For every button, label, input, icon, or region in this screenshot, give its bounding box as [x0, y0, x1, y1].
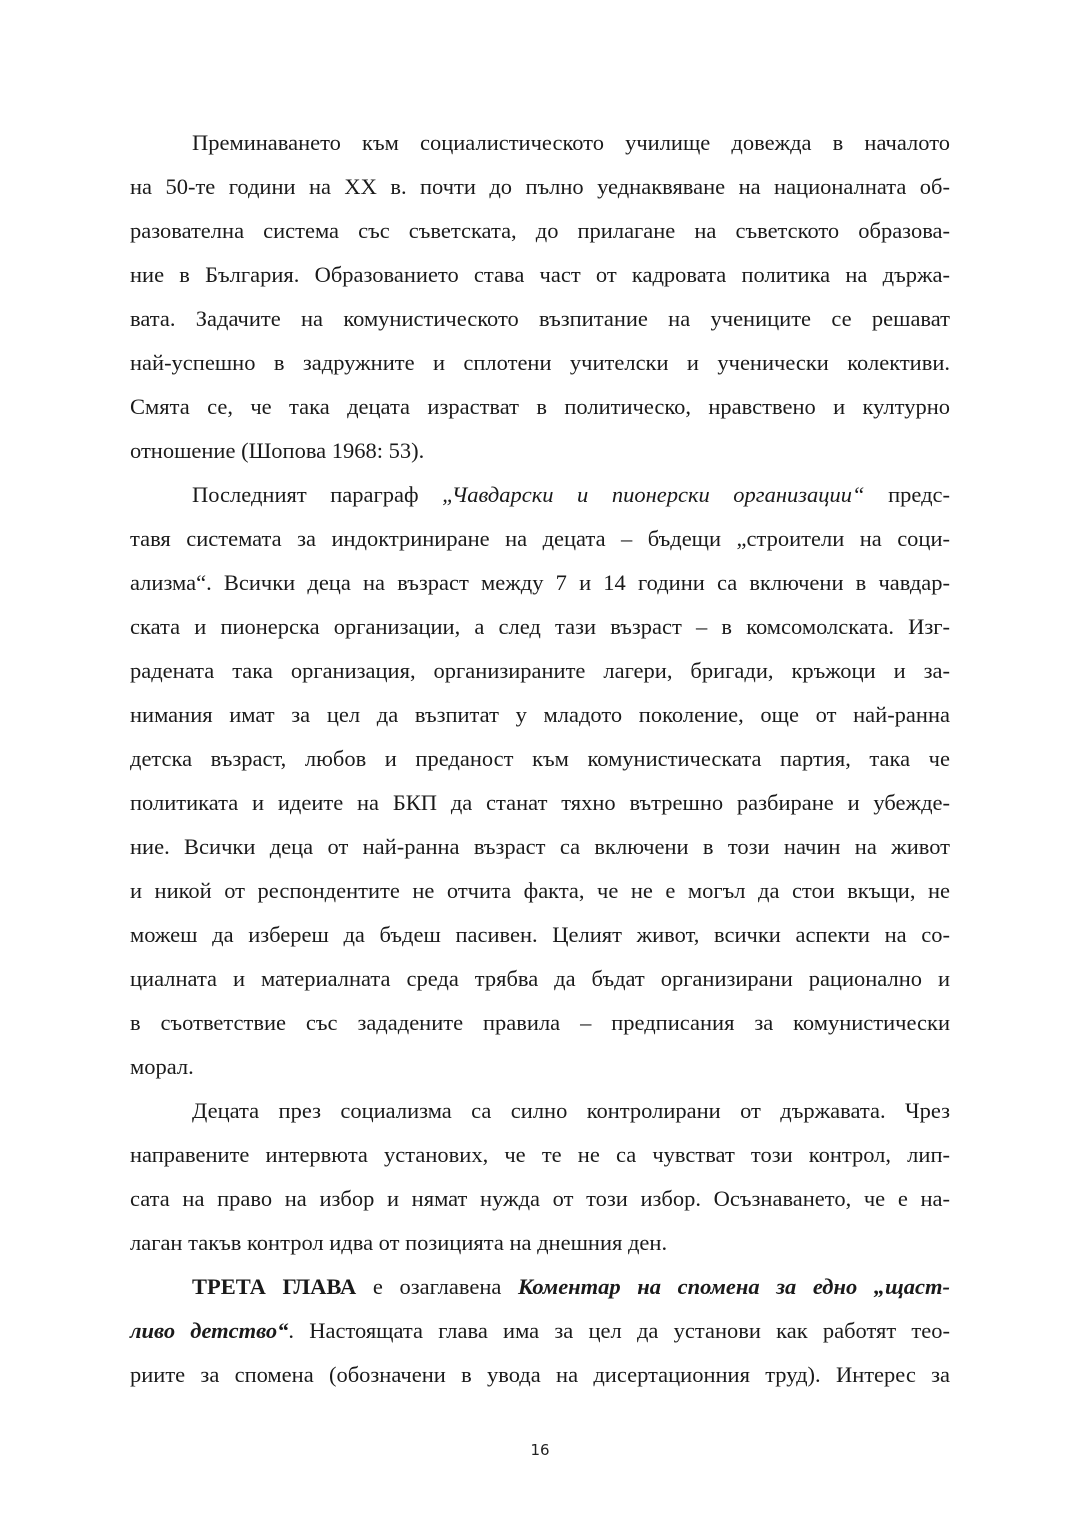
text-line: разователна система със съветската, до прилагане на съветското образова-: [130, 218, 950, 243]
text-line: и никой от респондентите не отчита факта, че не е могъл да стои вкъщи, не: [130, 878, 950, 903]
text-line: сата на право на избор и нямат нужда от този избор. Осъзнаването, че е на-: [130, 1186, 950, 1211]
text-line: ализма“. Всички деца на възраст между 7 и 14 години са включени в чавдар-: [130, 570, 950, 595]
text-line: [192, 480, 950, 510]
page-number: 16: [530, 1441, 550, 1459]
text-line: лаган такъв контрол идва от позицията на днешния ден.: [130, 1230, 668, 1255]
text-line: ние. Всички деца от най-ранна възраст са включени в този начин на живот: [130, 834, 950, 859]
text-line: [192, 1272, 950, 1302]
text-span: Последният параграф: [192, 482, 443, 507]
chapter-title: Коментар на спомена за едно „щаст-: [517, 1274, 951, 1299]
text-line: вата. Задачите на комунистическото възпитание на учениците се решават: [130, 306, 950, 331]
text-line: морал.: [130, 1054, 194, 1079]
text-line: Преминаването към социалистическото училище довежда в началото: [192, 130, 950, 155]
text-span: . Настоящата глава има за цел да установи как работят тео-: [288, 1318, 950, 1343]
text-line: най-успешно в задружните и сплотени учителски и ученически колективи.: [130, 350, 950, 375]
text-line: детска възраст, любов и преданост към комунистическата партия, така че: [130, 746, 950, 771]
text-line: Децата през социализма са силно контролирани от държавата. Чрез: [192, 1098, 950, 1123]
text-line: тавя системата за индоктриниране на децата – бъдещи „строители на соци-: [130, 526, 950, 551]
chapter-heading: ТРЕТА ГЛАВА: [192, 1274, 357, 1299]
text-line: ние в България. Образованието става част от кадровата политика на държа-: [130, 262, 950, 287]
text-line: радената така организация, организираните лагери, бригади, кръжоци и за-: [130, 658, 950, 683]
text-line: на 50-те години на XX в. почти до пълно уеднаквяване на националната об-: [130, 174, 950, 199]
text-line: политиката и идеите на БКП да станат тяхно вътрешно разбиране и убежде-: [130, 790, 950, 815]
text-line: отношение (Шопова 1968: 53).: [130, 438, 425, 463]
section-title-italic: „Чавдарски и пионерски организации“: [442, 482, 865, 507]
text-line: можеш да избереш да бъдеш пасивен. Целият живот, всички аспекти на со-: [130, 922, 950, 947]
text-line: циалната и материалната среда трябва да бъдат организирани рационално и: [130, 966, 950, 991]
chapter-title: ливо детство“: [130, 1318, 289, 1343]
text-line: ската и пионерска организации, а след тази възраст – в комсомолската. Изг-: [130, 614, 950, 639]
text-line: в съответствие със зададените правила – предписания за комунистически: [130, 1010, 950, 1035]
text-line: [130, 1316, 950, 1346]
text-span: предс-: [864, 482, 950, 507]
text-span: е озаглавена: [356, 1274, 518, 1299]
text-line: Смята се, че така децата израстват в политическо, нравствено и културно: [130, 394, 950, 419]
text-line: нимания имат за цел да възпитат у младото поколение, още от най-ранна: [130, 702, 950, 727]
text-line: риите за спомена (обозначени в увода на дисертационния труд). Интерес за: [130, 1362, 950, 1387]
text-line: направените интервюта установих, че те не са чувстват този контрол, лип-: [130, 1142, 950, 1167]
